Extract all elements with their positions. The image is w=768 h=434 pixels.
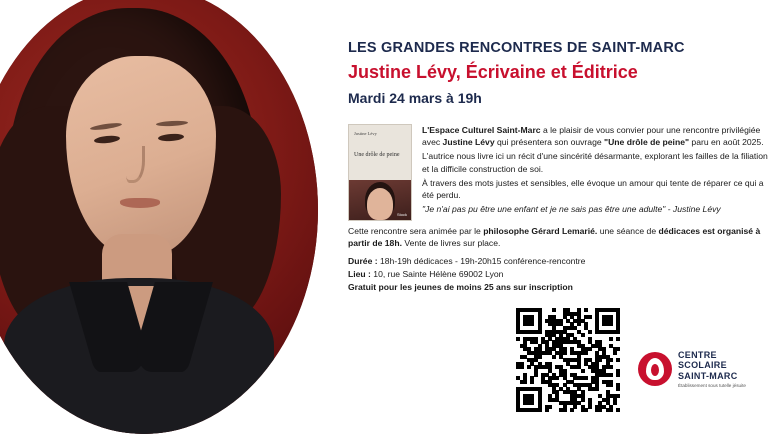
qr-code[interactable]	[516, 308, 620, 412]
description-paragraph-3: À travers des mots justes et sensibles, elle évoque un amour qui tente de réparer ce qui a été perdu.	[422, 177, 764, 201]
footer-row	[348, 300, 768, 420]
detail-duration	[348, 255, 768, 268]
book-work-title: "Une drôle de peine"	[604, 137, 690, 148]
quote-text: "Je n'ai pas pu être une enfant et je ne sais pas être une adulte" - Justine Lévy	[422, 204, 721, 215]
body-row	[348, 124, 768, 221]
logo-line-1: CENTRE SCOLAIRE	[678, 350, 727, 371]
book-publisher: Stock	[396, 212, 407, 217]
duration-value: 18h-19h dédicaces - 19h-20h15 conférence-rencontre	[377, 256, 586, 267]
poster-headline: Justine Lévy, Écrivaine et Éditrice	[348, 62, 638, 82]
p1-end: paru en août 2025.	[689, 137, 764, 148]
description-quote	[422, 203, 768, 215]
event-details	[348, 255, 768, 294]
portrait-circle	[0, 0, 318, 434]
p1-mid2: qui présentera son ouvrage	[494, 137, 605, 148]
description-paragraph-2: L'autrice nous livre ici un récit d'une sincérité désarmante, explorant les failles de la filiation et la difficile construction de soi.	[422, 151, 768, 174]
title-block	[348, 0, 768, 106]
p4-mid: une séance de	[597, 226, 659, 236]
book-author: Justine Lévy	[354, 131, 377, 136]
logo-text	[678, 350, 768, 388]
detail-free-note	[348, 281, 768, 294]
description-paragraph-1	[422, 124, 768, 148]
p4-lead: Cette rencontre sera animée par le	[348, 226, 484, 236]
logo-line-2: SAINT-MARC	[678, 370, 738, 381]
host-paragraph	[348, 225, 768, 249]
p4-end: Vente de livres sur place.	[401, 238, 501, 249]
description-copy	[422, 124, 768, 217]
host-name: philosophe Gérard Lemarié.	[483, 226, 598, 236]
espace-culturel-name: L'Espace Culturel Saint-Marc	[422, 125, 541, 135]
poster-kicker: LES GRANDES RENCONTRES DE SAINT-MARC	[348, 40, 685, 56]
portrait-panel	[0, 0, 324, 434]
author-name: Justine Lévy	[442, 137, 495, 148]
duration-label: Durée :	[348, 256, 378, 267]
place-label: Lieu :	[348, 269, 371, 280]
p1-mid: a le plaisir de vous convier pour une rencontre privilégiée avec	[422, 125, 761, 148]
logo-line-3: Établissement sous tutelle jésuite	[678, 383, 746, 389]
signing-session: dédicaces est organisé à partir de 18h.	[348, 226, 761, 249]
lion-icon	[638, 352, 672, 386]
place-value: 10, rue Sainte Hélène 69002 Lyon	[370, 269, 504, 280]
portrait-mouth	[120, 198, 160, 208]
detail-place	[348, 268, 768, 281]
book-cover	[348, 124, 412, 221]
poster-date: Mardi 24 mars à 19h	[348, 90, 482, 106]
book-title: Une drôle de peine	[354, 152, 400, 158]
school-logo	[638, 350, 768, 388]
free-note: Gratuit pour les jeunes de moins 25 ans sur inscription	[348, 282, 573, 293]
poster-content	[348, 0, 768, 431]
